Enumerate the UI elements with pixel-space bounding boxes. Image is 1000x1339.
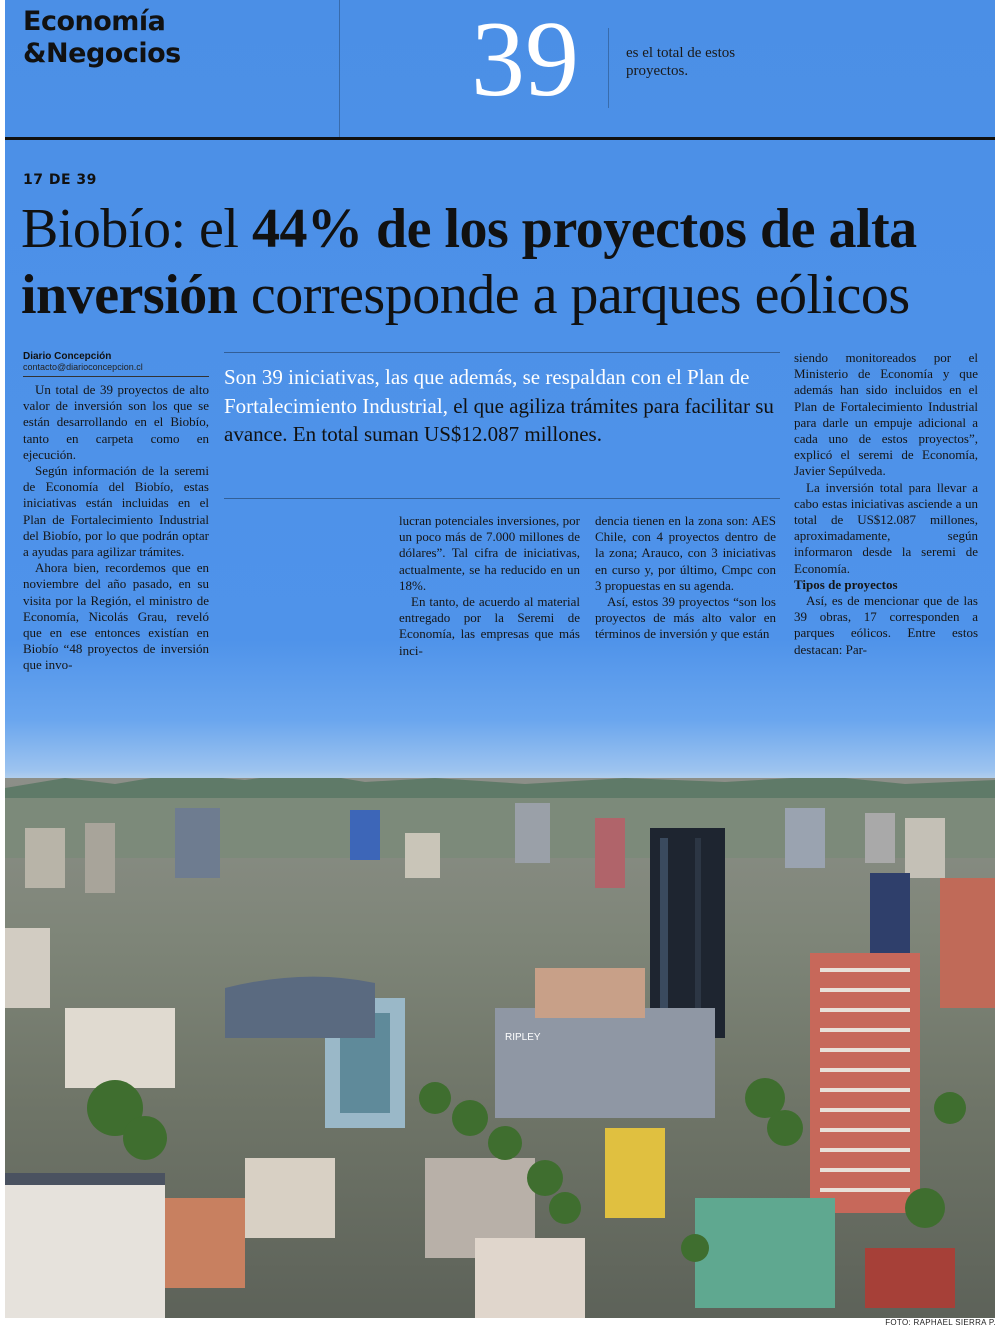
mall-building (495, 1008, 715, 1118)
byline-email: contacto@diarioconcepcion.cl (23, 362, 143, 372)
body-column-3 (595, 513, 776, 643)
far-city (5, 798, 995, 858)
city-photo-illustration (5, 778, 995, 1318)
body-column-4 (794, 350, 978, 658)
paragraph: Ahora bien, recordemos que en noviembre del año pasado, en su visita por la Región, el ministro de Economía, Nicolás Grau, reveló que en ese entonces existían en Biobío “48 proyectos de inversión que invo- (23, 560, 209, 673)
green-roof-building (695, 1198, 835, 1308)
curved-building (225, 977, 375, 1038)
pull-quote-rule-top (224, 352, 780, 353)
header-rule (5, 137, 995, 140)
white-building-left (5, 1178, 165, 1318)
subhead: Tipos de proyectos (794, 576, 898, 592)
paragraph: dencia tienen en la zona son: AES Chile, con 4 proyectos dentro de la zona; Arauco, con 3 iniciativas en curso y, por último, Cmpc con 3 propuestas en su agenda. (595, 513, 776, 593)
newspaper-page (5, 0, 995, 1318)
paragraph: Así, estos 39 proyectos “son los proyectos de más alto valor en términos de inversión y que están (595, 594, 776, 642)
paragraph: lucran potenciales inversiones, por un poco más de 7.000 millones de dólares”. Tal cifra de iniciativas, actualmente, se ha reducido en un 18%. (399, 513, 580, 593)
section-title (23, 6, 181, 70)
ripley-sign: RIPLEY (505, 1032, 541, 1043)
paragraph: Un total de 39 proyectos de alto valor de inversión son los que se están desarrollando en el Biobío, tanto en carpeta como en ejecución. (23, 382, 209, 462)
pull-quote-light: Son 39 iniciativas, las que además, se respaldan con el Plan de Fortalecimiento Industrial, (224, 365, 750, 418)
paragraph: siendo monitoreados por el Ministerio de Economía y que además han sido incluidos en el Plan de Fortalecimiento Industrial para darle un empuje adicional a cada uno de estos proyectos”, explicó el seremi de Economía, Javier Sepúlveda. (794, 350, 978, 479)
kicker: 17 DE 39 (23, 172, 97, 188)
number-caption: es el total de estos proyectos. (626, 45, 736, 79)
headline-part2: corresponde a parques eólicos (237, 264, 910, 326)
headline (21, 196, 991, 328)
body-column-1 (23, 382, 209, 674)
body-column-2 (399, 513, 580, 659)
orange-tower (940, 878, 995, 1008)
big-number: 39 (471, 0, 579, 119)
header-divider-right (608, 28, 609, 108)
pull-quote-dark-2: En total suman US$12.087 millones. (287, 422, 602, 446)
paragraph: La inversión total para llevar a cabo estas iniciativas asciende a un total de US$12.087 millones, aproximadamente, según informaron desde la seremi de Economía. (794, 479, 978, 576)
city-photo (5, 778, 995, 1318)
paragraph: En tanto, de acuerdo al material entregado por la Seremi de Economía, las empresas que más inci- (399, 594, 580, 658)
paragraph: Así, es de mencionar que de las 39 obras, 17 corresponden a parques eólicos. Entre estos destacan: Par- (794, 593, 978, 657)
pull-quote-rule-bottom (224, 498, 780, 499)
paragraph: Según información de la seremi de Economía del Biobío, estas iniciativas están incluidas en el Plan de Fortalecimiento Industrial del Biobío, por lo que podrán optar a ayudas para agilizar trámites. (23, 463, 209, 560)
pull-quote (224, 363, 780, 449)
yellow-building (605, 1128, 665, 1218)
section-title-line1: Economía (23, 6, 166, 37)
headline-part1: Biobío: el (21, 198, 252, 260)
byline-name: Diario Concepción (23, 351, 112, 362)
section-title-line2: &Negocios (23, 38, 181, 69)
headline-bold: 44% de los proyectos de alta inversión (21, 198, 917, 326)
photo-credit: FOTO: RAPHAEL SIERRA P. (885, 1318, 996, 1327)
pull-quote-dark-1: el que agiliza trámites para facilitar su avance. (224, 393, 774, 446)
header-divider-left (339, 0, 340, 137)
byline-rule (23, 376, 209, 377)
